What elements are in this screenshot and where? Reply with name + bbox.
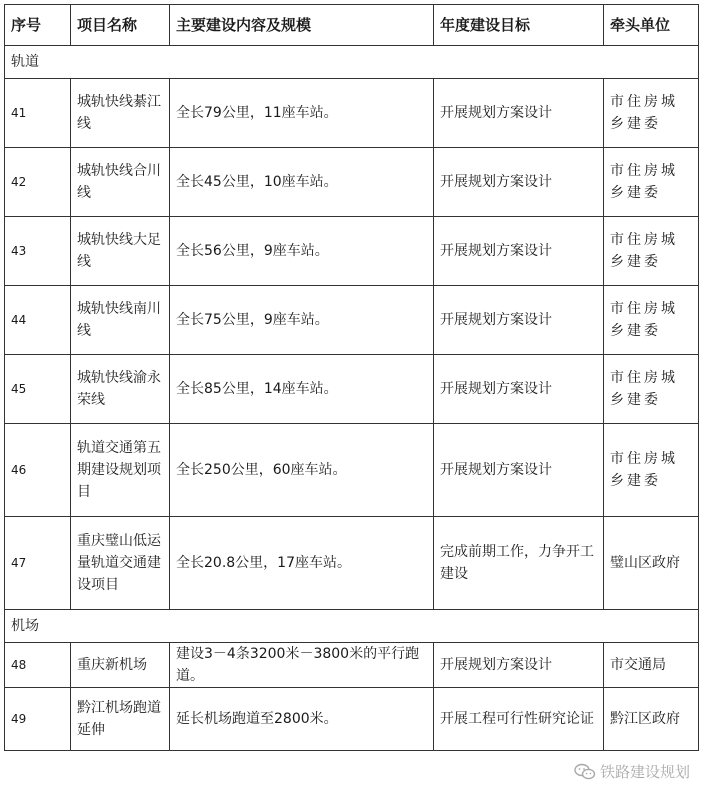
row-name: 城轨快线渝永荣线 — [71, 355, 170, 424]
row-content: 全长85公里，14座车站。 — [170, 355, 434, 424]
row-unit: 璧山区政府 — [604, 517, 699, 610]
row-content: 全长20.8公里，17座车站。 — [170, 517, 434, 610]
watermark — [574, 761, 690, 782]
row-no: 49 — [5, 688, 71, 751]
table-row — [5, 688, 699, 751]
row-goal: 开展规划方案设计 — [434, 79, 604, 148]
row-no: 42 — [5, 148, 71, 217]
row-content: 全长56公里，9座车站。 — [170, 217, 434, 286]
row-name: 城轨快线合川线 — [71, 148, 170, 217]
row-unit: 市住房城乡建委 — [604, 286, 699, 355]
header-unit: 牵头单位 — [604, 5, 699, 46]
table-row — [5, 643, 699, 688]
row-no: 47 — [5, 517, 71, 610]
row-unit: 市住房城乡建委 — [604, 217, 699, 286]
row-goal: 开展规划方案设计 — [434, 643, 604, 688]
row-unit: 市住房城乡建委 — [604, 79, 699, 148]
row-goal: 完成前期工作，力争开工建设 — [434, 517, 604, 610]
section-row-rail — [5, 46, 699, 79]
row-goal: 开展规划方案设计 — [434, 355, 604, 424]
row-name: 轨道交通第五期建设规划项目 — [71, 424, 170, 517]
row-unit: 黔江区政府 — [604, 688, 699, 751]
header-no: 序号 — [5, 5, 71, 46]
row-goal: 开展规划方案设计 — [434, 217, 604, 286]
row-unit: 市交通局 — [604, 643, 699, 688]
table-header-row — [5, 5, 699, 46]
row-no: 44 — [5, 286, 71, 355]
row-no: 43 — [5, 217, 71, 286]
header-content: 主要建设内容及规模 — [170, 5, 434, 46]
row-content: 延长机场跑道至2800米。 — [170, 688, 434, 751]
section-row-airport — [5, 610, 699, 643]
row-no: 41 — [5, 79, 71, 148]
row-unit: 市住房城乡建委 — [604, 424, 699, 517]
section-title: 轨道 — [5, 46, 699, 79]
table-row — [5, 517, 699, 610]
row-name: 城轨快线綦江线 — [71, 79, 170, 148]
row-no: 48 — [5, 643, 71, 688]
wechat-icon — [574, 763, 596, 781]
row-goal: 开展规划方案设计 — [434, 424, 604, 517]
row-content: 全长250公里，60座车站。 — [170, 424, 434, 517]
row-goal: 开展规划方案设计 — [434, 148, 604, 217]
header-goal: 年度建设目标 — [434, 5, 604, 46]
table-row — [5, 217, 699, 286]
row-no: 46 — [5, 424, 71, 517]
row-unit: 市住房城乡建委 — [604, 148, 699, 217]
watermark-text: 铁路建设规划 — [599, 763, 690, 781]
row-no: 45 — [5, 355, 71, 424]
header-name: 项目名称 — [71, 5, 170, 46]
row-name: 城轨快线南川线 — [71, 286, 170, 355]
row-unit: 市住房城乡建委 — [604, 355, 699, 424]
table-row — [5, 424, 699, 517]
section-title: 机场 — [5, 610, 699, 643]
table-row — [5, 286, 699, 355]
row-content: 全长45公里，10座车站。 — [170, 148, 434, 217]
row-goal: 开展规划方案设计 — [434, 286, 604, 355]
project-table — [4, 4, 699, 751]
row-name: 黔江机场跑道延伸 — [71, 688, 170, 751]
row-name: 重庆新机场 — [71, 643, 170, 688]
table-row — [5, 148, 699, 217]
table-row — [5, 79, 699, 148]
row-name: 城轨快线大足线 — [71, 217, 170, 286]
row-goal: 开展工程可行性研究论证 — [434, 688, 604, 751]
table-row — [5, 355, 699, 424]
row-content: 全长79公里，11座车站。 — [170, 79, 434, 148]
row-content: 建设3－4条3200米－3800米的平行跑道。 — [170, 643, 434, 688]
row-content: 全长75公里，9座车站。 — [170, 286, 434, 355]
row-name: 重庆璧山低运量轨道交通建设项目 — [71, 517, 170, 610]
